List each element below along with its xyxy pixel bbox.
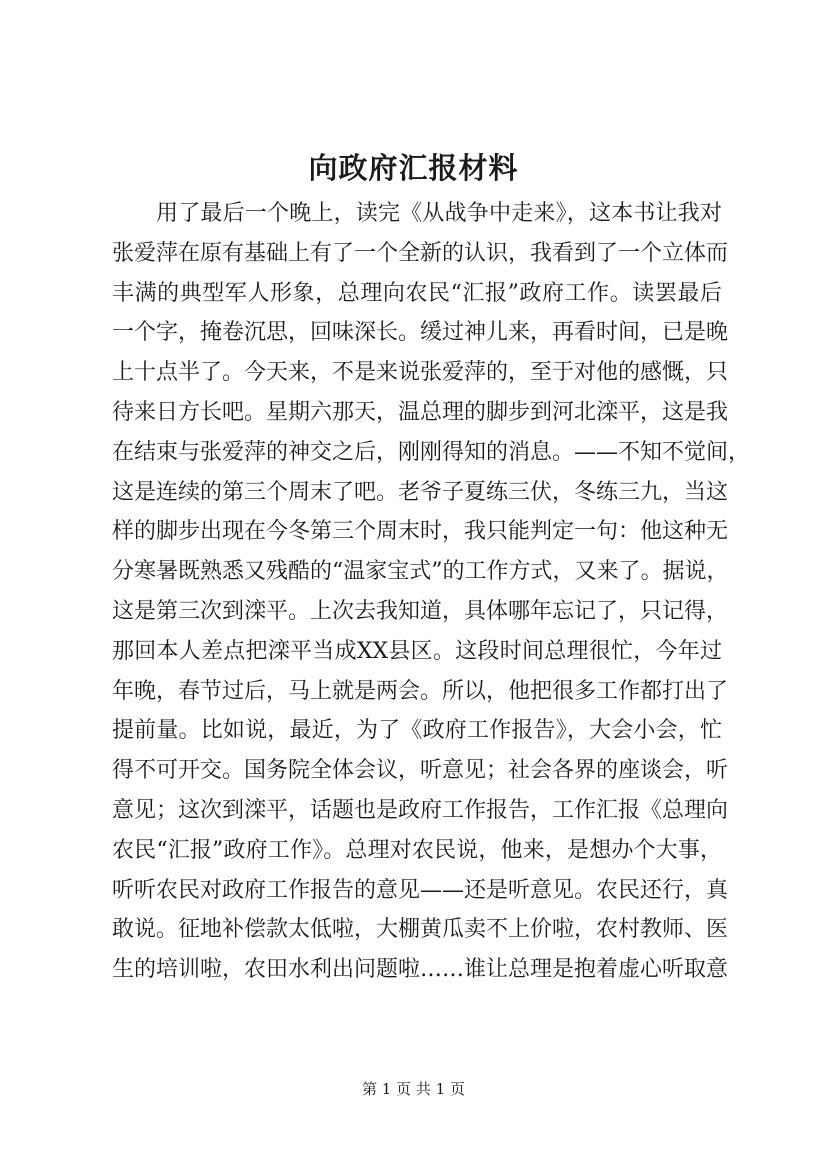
body-line: 生的培训啦，农田水利出问题啦……谁让总理是抱着虚心听取意: [112, 957, 729, 983]
body-line: 年晚，春节过后，马上就是两会。所以，他把很多工作都打出了: [112, 678, 729, 704]
body-line: 丰满的典型军人形象，总理向农民“汇报”政府工作。读罢最后: [112, 280, 722, 306]
body-line: 意见；这次到滦平，话题也是政府工作报告，工作汇报《总理向: [112, 797, 729, 823]
body-line: 听听农民对政府工作报告的意见——还是听意见。农民还行，真: [112, 877, 729, 903]
body-line: 上十点半了。今天来，不是来说张爱萍的，至于对他的感慨，只: [112, 360, 729, 386]
body-line: 那回本人差点把滦平当成XX县区。这段时间总理很忙，今年过: [112, 638, 722, 664]
body-line: 张爱萍在原有基础上有了一个全新的认识，我看到了一个立体而: [112, 240, 729, 266]
body-line: 提前量。比如说，最近，为了《政府工作报告》，大会小会，忙: [112, 718, 722, 744]
document-body: [112, 194, 751, 990]
document-title: 向政府汇报材料: [308, 151, 519, 185]
body-line: 敢说。征地补偿款太低啦，大棚黄瓜卖不上价啦，农村教师、医: [112, 917, 729, 943]
body-line: 这是连续的第三个周末了吧。老爷子夏练三伏，冬练三九，当这: [112, 479, 729, 505]
body-line: 样的脚步出现在今冬第三个周末时，我只能判定一句：他这种无: [112, 519, 729, 545]
body-line: 这是第三次到滦平。上次去我知道，具体哪年忘记了，只记得，: [112, 598, 729, 624]
body-line: 待来日方长吧。星期六那天，温总理的脚步到河北滦平，这是我: [112, 399, 729, 425]
body-line: 在结束与张爱萍的神交之后，刚刚得知的消息。——不知不觉间，: [112, 439, 751, 465]
body-line: 用了最后一个晚上，读完《从战争中走来》，这本书让我对: [156, 201, 722, 226]
page-footer: 第 1 页 共 1 页: [362, 1080, 465, 1098]
body-line: 农民“汇报”政府工作》。总理对农民说，他来，是想办个大事，: [112, 837, 722, 863]
body-line: 得不可开交。国务院全体会议，听意见；社会各界的座谈会，听: [112, 758, 729, 784]
body-line: 一个字，掩卷沉思，回味深长。缓过神儿来，再看时间，已是晚: [112, 320, 729, 346]
body-line: 分寒暑既熟悉又残酷的“温家宝式”的工作方式，又来了。据说，: [112, 559, 729, 585]
